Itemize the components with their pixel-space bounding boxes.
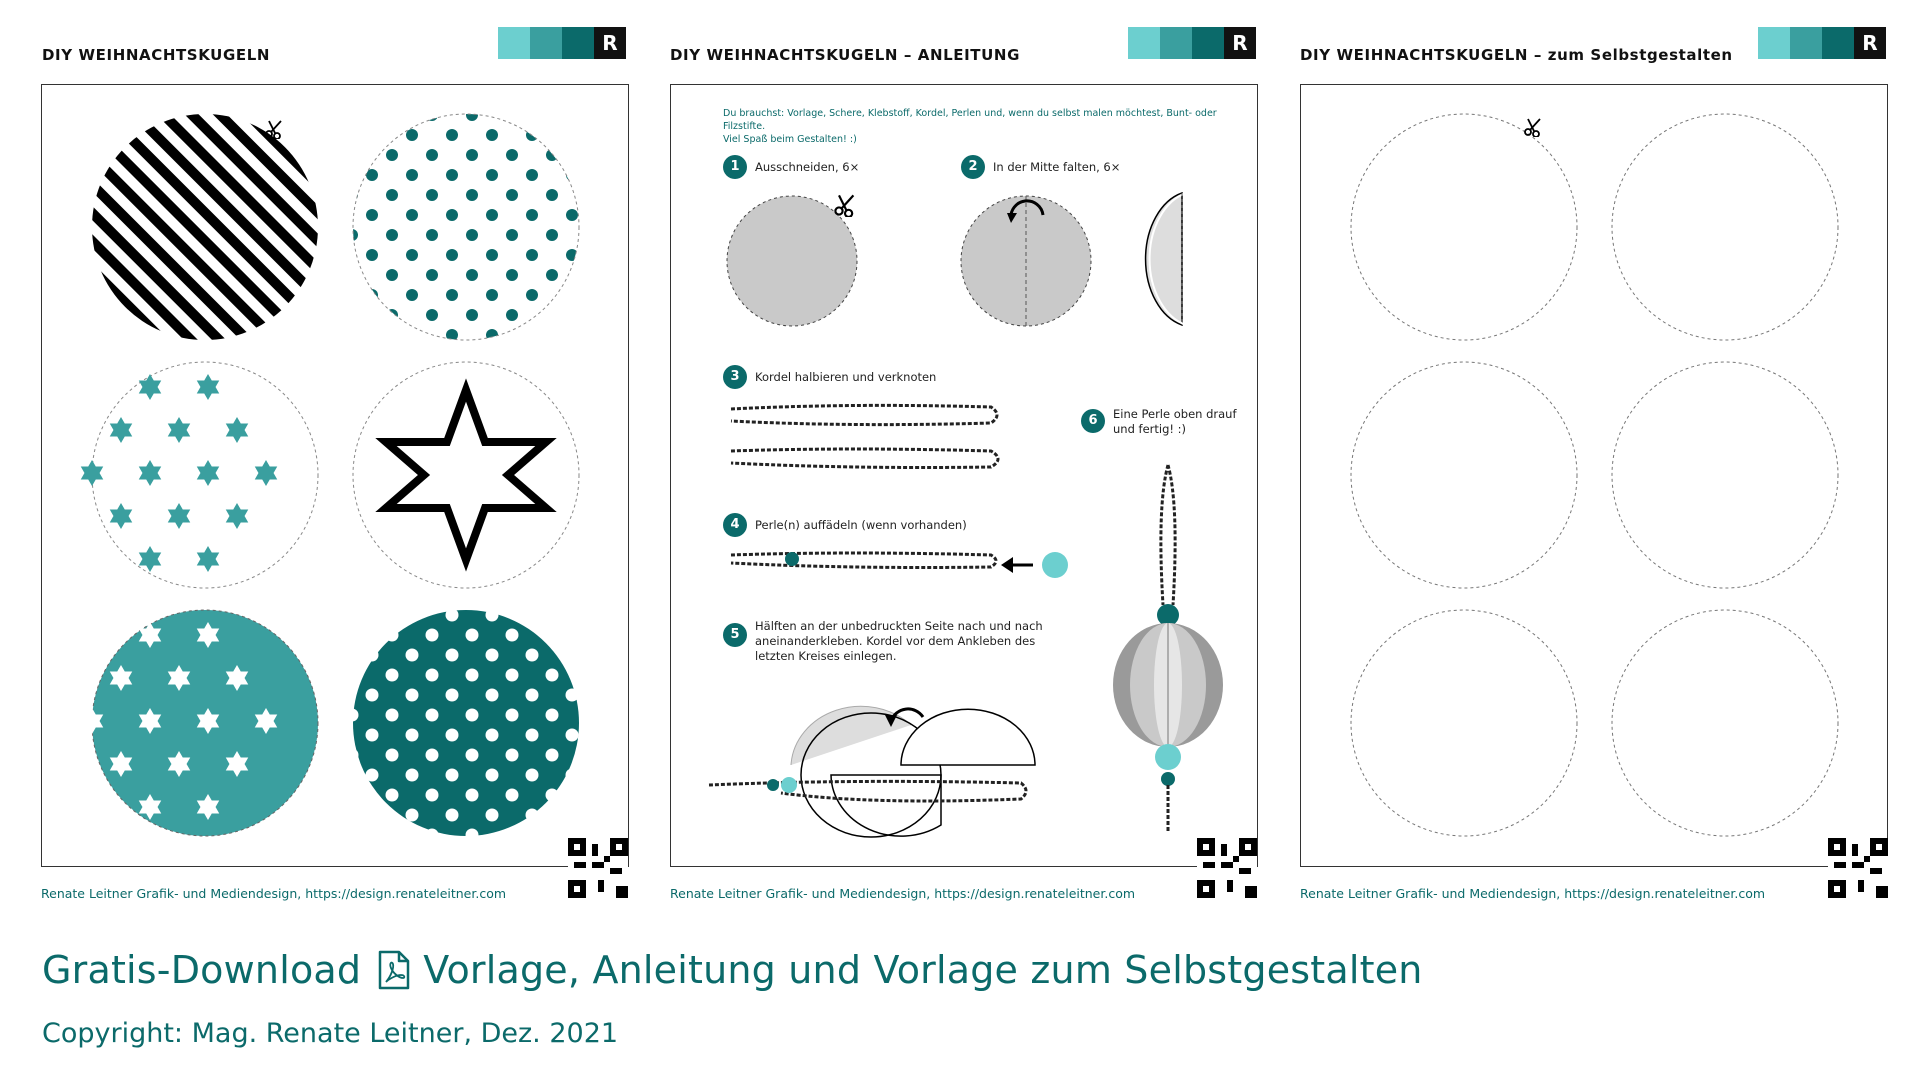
qr-code-icon: [1828, 838, 1888, 898]
step-6-line: und fertig! :): [1113, 422, 1187, 436]
brand-logo: [498, 27, 626, 59]
step-5-number: 5: [723, 623, 747, 647]
step-4-text: Perle(n) auffädeln (wenn vorhanden): [755, 518, 967, 532]
scissors-icon: [1525, 119, 1540, 137]
step-2-text: In der Mitte falten, 6×: [993, 160, 1121, 174]
blank-ornament: [1351, 610, 1577, 836]
ornament-templates: [42, 85, 630, 868]
blank-ornament: [1351, 362, 1577, 588]
brand-logo: [1128, 27, 1256, 59]
half-circle-illustration: [1146, 193, 1182, 325]
headline-description[interactable]: Vorlage, Anleitung und Vorlage zum Selbstgestalten: [423, 948, 1423, 992]
step-6-number: 6: [1081, 409, 1105, 433]
step-3-number: 3: [723, 365, 747, 389]
qr-code-icon: [568, 838, 628, 898]
page2-title: DIY WEIHNACHTSKUGELN – ANLEITUNG: [670, 46, 1020, 64]
logo-letter: R: [1854, 27, 1886, 59]
step-1-number: 1: [723, 155, 747, 179]
page1-credit: Renate Leitner Grafik- und Mediendesign, https://design.renateleitner.com: [41, 886, 507, 901]
blank-ornament: [1612, 114, 1838, 340]
blank-templates: [1301, 85, 1889, 868]
page3-frame: [1300, 84, 1888, 867]
step-2-number: 2: [961, 155, 985, 179]
step-6-line: Eine Perle oben drauf: [1113, 407, 1237, 421]
assembly-illustration: [709, 706, 1035, 837]
teal-dots-ornament: [353, 114, 579, 340]
cord-illustration: [731, 405, 998, 467]
bead-icon: [1042, 552, 1068, 578]
step-5-line: letzten Kreises einlegen.: [755, 649, 897, 663]
step-5-line: Hälften an der unbedruckten Seite nach und nach: [755, 619, 1043, 633]
scissors-icon: [835, 195, 853, 217]
cut-circle-illustration: [727, 196, 857, 326]
step-5-line: aneinanderkleben. Kordel vor dem Ankleben des: [755, 634, 1036, 648]
page3-title: DIY WEIHNACHTSKUGELN – zum Selbstgestalten: [1300, 46, 1733, 64]
step-3-text: Kordel halbieren und verknoten: [755, 370, 937, 384]
materials-line: Du brauchst: Vorlage, Schere, Klebstoff, Kordel, Perlen und, wenn du selbst malen möchtest, Bunt- oder Filzstifte.: [723, 108, 1217, 132]
blank-ornament: [1351, 114, 1577, 340]
copyright-notice: Copyright: Mag. Renate Leitner, Dez. 2021: [42, 1018, 619, 1049]
headline-download[interactable]: Gratis-Download: [42, 948, 362, 992]
step-4-number: 4: [723, 513, 747, 537]
finished-ornament-illustration: [1113, 465, 1223, 833]
page3-credit: Renate Leitner Grafik- und Mediendesign, https://design.renateleitner.com: [1300, 886, 1766, 901]
pdf-file-icon[interactable]: [377, 950, 411, 990]
qr-code-icon: [1197, 838, 1257, 898]
blank-ornament: [1612, 610, 1838, 836]
instruction-illustrations: [671, 85, 1259, 868]
cord-bead-illustration: [731, 553, 996, 568]
step-1-text: Ausschneiden, 6×: [755, 160, 860, 174]
logo-letter: R: [594, 27, 626, 59]
brand-logo: [1758, 27, 1886, 59]
logo-letter: R: [1224, 27, 1256, 59]
page2-frame: [670, 84, 1258, 867]
page1-title: DIY WEIHNACHTSKUGELN: [42, 46, 271, 64]
blank-ornament: [1612, 362, 1838, 588]
white-dots-ornament: [353, 610, 579, 836]
stripes-ornament: [92, 114, 318, 340]
page2-credit: Renate Leitner Grafik- und Mediendesign, https://design.renateleitner.com: [670, 886, 1136, 901]
greeting-line: Viel Spaß beim Gestalten! :): [723, 134, 857, 145]
scissors-icon: [266, 121, 281, 139]
download-headline[interactable]: [42, 948, 1423, 992]
page1-frame: [41, 84, 629, 867]
